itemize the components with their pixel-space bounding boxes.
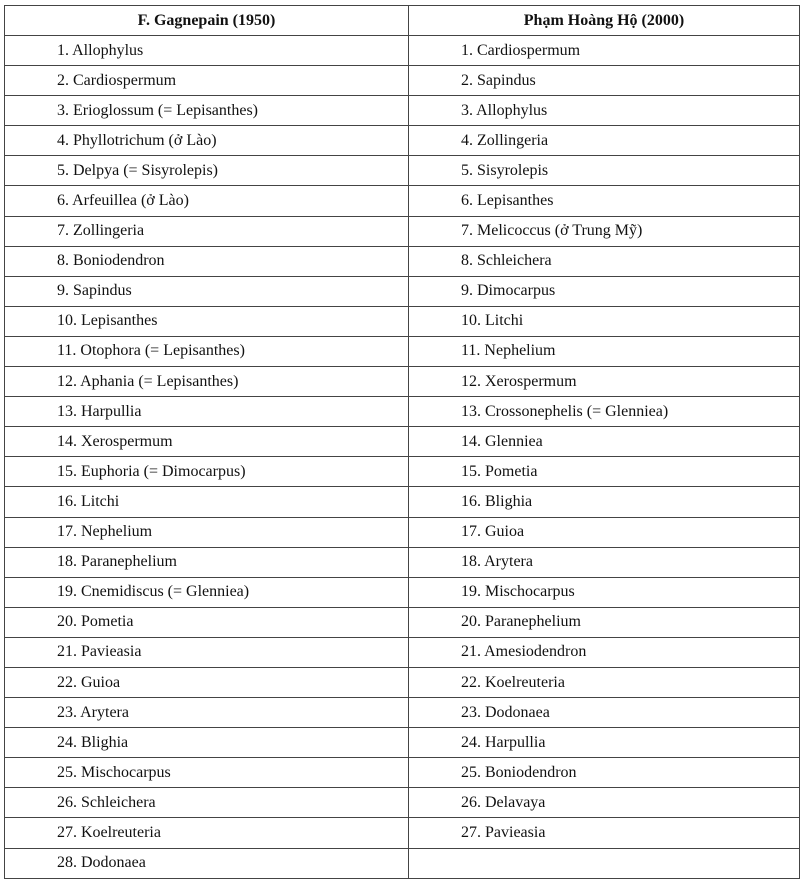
pham-hoang-ho-genus-cell: 26. Delavaya	[409, 788, 800, 818]
gagnepain-genus-cell: 25. Mischocarpus	[5, 758, 409, 788]
pham-hoang-ho-genus-cell: 15. Pometia	[409, 457, 800, 487]
gagnepain-genus-cell: 11. Otophora (= Lepisanthes)	[5, 336, 409, 366]
gagnepain-genus-cell: 4. Phyllotrichum (ở Lào)	[5, 126, 409, 156]
pham-hoang-ho-genus-cell: 8. Schleichera	[409, 246, 800, 276]
header-pham-hoang-ho: Phạm Hoàng Hộ (2000)	[409, 6, 800, 36]
pham-hoang-ho-genus-cell: 7. Melicoccus (ở Trung Mỹ)	[409, 216, 800, 246]
table-row	[5, 457, 800, 487]
table-row	[5, 848, 800, 878]
gagnepain-genus-cell: 10. Lepisanthes	[5, 306, 409, 336]
table-row	[5, 216, 800, 246]
table-row	[5, 96, 800, 126]
gagnepain-genus-cell: 23. Arytera	[5, 698, 409, 728]
gagnepain-genus-cell: 26. Schleichera	[5, 788, 409, 818]
table-row	[5, 517, 800, 547]
table-row	[5, 336, 800, 366]
table-row	[5, 667, 800, 697]
gagnepain-genus-cell: 2. Cardiospermum	[5, 66, 409, 96]
gagnepain-genus-cell: 20. Pometia	[5, 607, 409, 637]
pham-hoang-ho-genus-cell: 5. Sisyrolepis	[409, 156, 800, 186]
table-row	[5, 397, 800, 427]
gagnepain-genus-cell: 15. Euphoria (= Dimocarpus)	[5, 457, 409, 487]
table-row	[5, 246, 800, 276]
gagnepain-genus-cell: 14. Xerospermum	[5, 427, 409, 457]
table-row	[5, 547, 800, 577]
table-row	[5, 728, 800, 758]
gagnepain-genus-cell: 22. Guioa	[5, 667, 409, 697]
pham-hoang-ho-genus-cell: 2. Sapindus	[409, 66, 800, 96]
table-row	[5, 427, 800, 457]
table-row	[5, 276, 800, 306]
table-row	[5, 186, 800, 216]
pham-hoang-ho-genus-cell: 23. Dodonaea	[409, 698, 800, 728]
table-row	[5, 698, 800, 728]
gagnepain-genus-cell: 16. Litchi	[5, 487, 409, 517]
gagnepain-genus-cell: 28. Dodonaea	[5, 848, 409, 878]
table-row	[5, 126, 800, 156]
table-row	[5, 637, 800, 667]
gagnepain-genus-cell: 12. Aphania (= Lepisanthes)	[5, 367, 409, 397]
gagnepain-genus-cell: 17. Nephelium	[5, 517, 409, 547]
table-row	[5, 156, 800, 186]
table-row	[5, 66, 800, 96]
pham-hoang-ho-genus-cell: 22. Koelreuteria	[409, 667, 800, 697]
table-row	[5, 788, 800, 818]
gagnepain-genus-cell: 21. Pavieasia	[5, 637, 409, 667]
table-row	[5, 758, 800, 788]
pham-hoang-ho-genus-cell: 25. Boniodendron	[409, 758, 800, 788]
pham-hoang-ho-genus-cell: 6. Lepisanthes	[409, 186, 800, 216]
genera-comparison-table	[4, 5, 800, 879]
pham-hoang-ho-genus-cell: 16. Blighia	[409, 487, 800, 517]
table-row	[5, 607, 800, 637]
pham-hoang-ho-genus-cell: 4. Zollingeria	[409, 126, 800, 156]
pham-hoang-ho-genus-cell: 11. Nephelium	[409, 336, 800, 366]
table-body	[5, 36, 800, 879]
gagnepain-genus-cell: 9. Sapindus	[5, 276, 409, 306]
table-row	[5, 306, 800, 336]
pham-hoang-ho-genus-cell: 13. Crossonephelis (= Glenniea)	[409, 397, 800, 427]
table-row	[5, 487, 800, 517]
gagnepain-genus-cell: 18. Paranephelium	[5, 547, 409, 577]
gagnepain-genus-cell: 5. Delpya (= Sisyrolepis)	[5, 156, 409, 186]
table-row	[5, 367, 800, 397]
pham-hoang-ho-genus-cell: 12. Xerospermum	[409, 367, 800, 397]
gagnepain-genus-cell: 8. Boniodendron	[5, 246, 409, 276]
table-row	[5, 577, 800, 607]
header-gagnepain: F. Gagnepain (1950)	[5, 6, 409, 36]
table-row	[5, 818, 800, 848]
pham-hoang-ho-genus-cell: 20. Paranephelium	[409, 607, 800, 637]
gagnepain-genus-cell: 6. Arfeuillea (ở Lào)	[5, 186, 409, 216]
pham-hoang-ho-genus-cell: 9. Dimocarpus	[409, 276, 800, 306]
pham-hoang-ho-genus-cell: 18. Arytera	[409, 547, 800, 577]
pham-hoang-ho-genus-cell: 21. Amesiodendron	[409, 637, 800, 667]
gagnepain-genus-cell: 7. Zollingeria	[5, 216, 409, 246]
pham-hoang-ho-genus-cell: 17. Guioa	[409, 517, 800, 547]
pham-hoang-ho-genus-cell: 3. Allophylus	[409, 96, 800, 126]
gagnepain-genus-cell: 1. Allophylus	[5, 36, 409, 66]
gagnepain-genus-cell: 19. Cnemidiscus (= Glenniea)	[5, 577, 409, 607]
gagnepain-genus-cell: 13. Harpullia	[5, 397, 409, 427]
pham-hoang-ho-genus-cell: 27. Pavieasia	[409, 818, 800, 848]
gagnepain-genus-cell: 27. Koelreuteria	[5, 818, 409, 848]
pham-hoang-ho-genus-cell: 19. Mischocarpus	[409, 577, 800, 607]
pham-hoang-ho-genus-cell: 24. Harpullia	[409, 728, 800, 758]
pham-hoang-ho-genus-cell: 1. Cardiospermum	[409, 36, 800, 66]
gagnepain-genus-cell: 3. Erioglossum (= Lepisanthes)	[5, 96, 409, 126]
header-row	[5, 6, 800, 36]
pham-hoang-ho-genus-cell	[409, 848, 800, 878]
pham-hoang-ho-genus-cell: 14. Glenniea	[409, 427, 800, 457]
gagnepain-genus-cell: 24. Blighia	[5, 728, 409, 758]
table-row	[5, 36, 800, 66]
pham-hoang-ho-genus-cell: 10. Litchi	[409, 306, 800, 336]
